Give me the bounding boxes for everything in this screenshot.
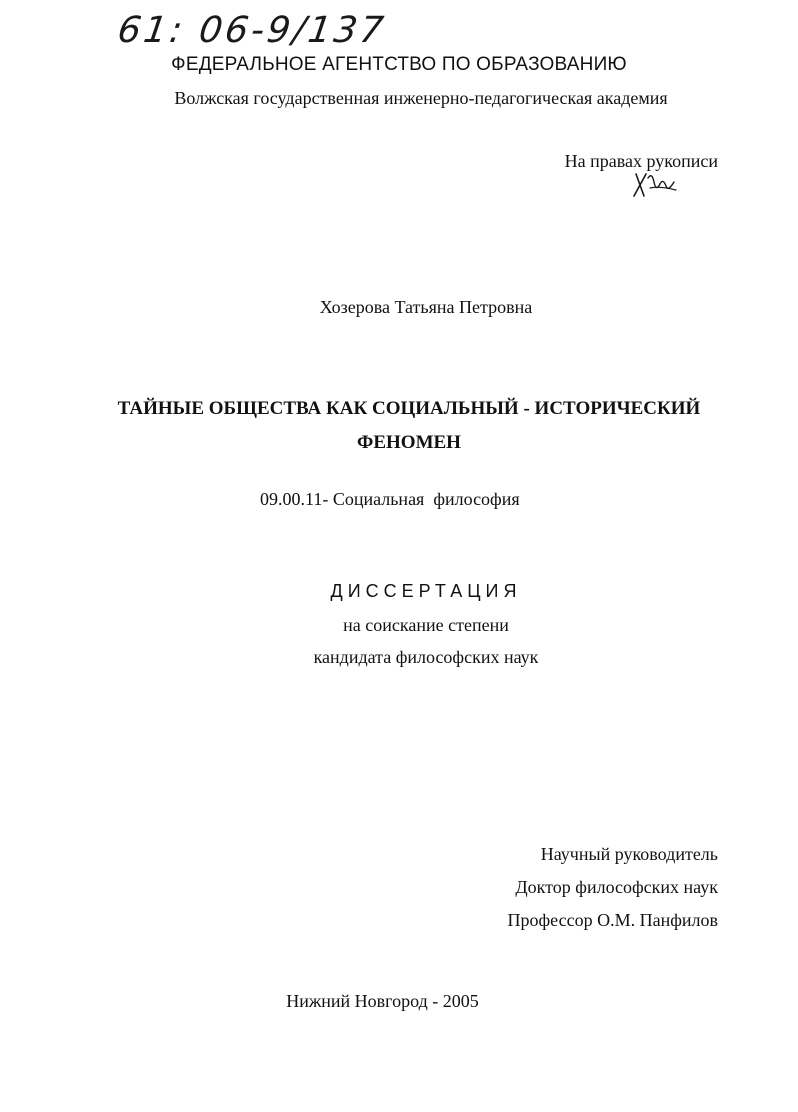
agency-heading: ФЕДЕРАЛЬНОЕ АГЕНТСТВО ПО ОБРАЗОВАНИЮ (171, 54, 627, 75)
academy-name: Волжская государственная инженерно-педагогическая академия (174, 88, 668, 108)
city-year: Нижний Новгород - 2005 (286, 991, 479, 1011)
handwritten-signature (630, 170, 680, 200)
dissertation-title (0, 392, 798, 460)
advisor-role: Научный руководитель (540, 844, 718, 864)
handwritten-catalog-number: 61: 06-9/137 (115, 10, 389, 51)
degree-line-1: на соискание степени (343, 615, 509, 635)
dissertation-heading: ДИССЕРТАЦИЯ (330, 581, 522, 601)
advisor-name: Профессор О.М. Панфилов (507, 910, 718, 930)
manuscript-rights-note: На правах рукописи (564, 151, 718, 171)
scientific-advisor-block (508, 838, 718, 937)
title-line-2: ФЕНОМЕН (357, 432, 461, 453)
specialty-code: 09.00.11- Социальная философия (260, 489, 520, 509)
author-name: Хозерова Татьяна Петровна (319, 297, 533, 317)
degree-line-2: кандидата философских наук (313, 647, 539, 667)
title-line-1: ТАЙНЫЕ ОБЩЕСТВА КАК СОЦИАЛЬНЫЙ - ИСТОРИЧЕСКИЙ (117, 398, 701, 419)
advisor-degree: Доктор философских наук (515, 877, 718, 897)
